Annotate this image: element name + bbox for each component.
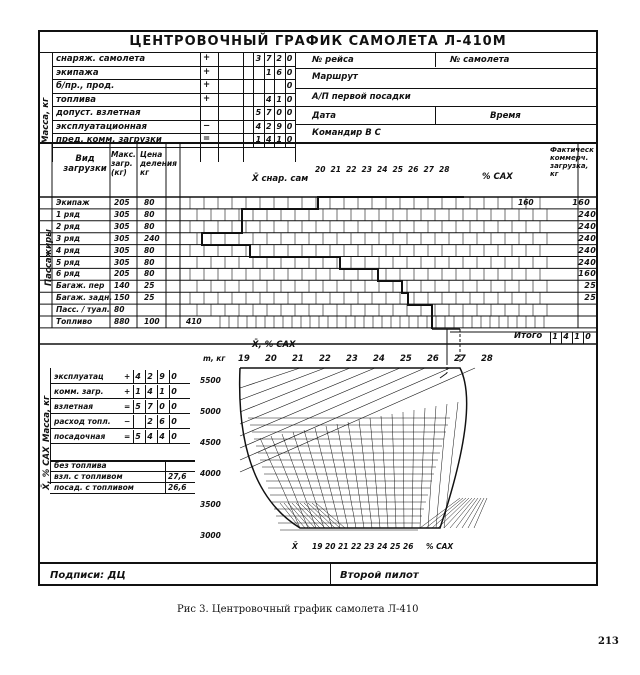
mass-scale-label: 3500 (200, 500, 221, 509)
mass-digit: 2 (276, 54, 282, 63)
form-title: ЦЕНТРОВОЧНЫЙ ГРАФИК САМОЛЕТА Л-410М (129, 34, 507, 49)
mass-digit: 0 (286, 94, 293, 104)
division-price-value: 80 (144, 198, 155, 207)
envelope-mesh-line (337, 424, 356, 528)
max-load-header: Макс. загр. (кг) (111, 150, 136, 177)
mass-row-label: топлива (56, 94, 96, 105)
bottom-unit: % САХ (426, 542, 454, 551)
division-price-value: 80 (144, 269, 155, 279)
mass-digit: 4 (266, 135, 272, 144)
mass-digit: 6 (276, 67, 282, 77)
mass-unit: m, кг (203, 354, 226, 363)
marked-value: 410 (186, 317, 202, 326)
envelope-mesh-line (412, 410, 414, 528)
mass-row-sign: + (203, 66, 211, 77)
cg-tick-label: 23 (361, 165, 372, 174)
mass-row-label: экипажа (56, 67, 99, 78)
top-scale-label: 20 (265, 354, 277, 364)
summary-digit: 5 (135, 402, 141, 411)
mass-row-label: эксплуатационная (56, 121, 147, 132)
aircraft-number-label: № самолета (450, 55, 510, 65)
arrow (440, 373, 447, 378)
max-load-value: 305 (114, 209, 130, 219)
cg-axis-label: X̄ снар. сам (252, 174, 309, 184)
summary-digit: 4 (147, 387, 153, 396)
mass-row-label: допуст. взлетная (56, 108, 141, 118)
mass-digit: 0 (286, 54, 293, 63)
flight-number-label: № рейса (312, 55, 354, 65)
mass-digit: 0 (286, 135, 293, 144)
cg-row-value: 26,6 (168, 483, 187, 492)
division-price-value: 25 (144, 281, 155, 291)
divider (50, 398, 190, 399)
hatch-line (288, 503, 310, 528)
summary-digit: 2 (147, 372, 153, 381)
bottom-scale-label: 26 (403, 542, 414, 551)
total-label: Итого (514, 331, 543, 341)
cg-row-label: без топлива (54, 461, 107, 470)
summary-digit: 5 (135, 432, 141, 441)
envelope-mesh-line (370, 418, 380, 528)
divider (133, 415, 134, 428)
load-type-label: 2 ряд (56, 221, 81, 231)
division-price-value: 100 (144, 317, 160, 326)
mass-row-label: снаряж. самолета (56, 54, 146, 64)
max-load-value: 305 (114, 221, 130, 231)
actual-load-digit: 4 (584, 257, 590, 267)
envelope-fan-line (240, 368, 475, 472)
mass-row-sign: − (203, 120, 211, 131)
total-digit: 0 (585, 332, 591, 341)
actual-load-digit: 2 (578, 209, 584, 219)
summary-row-label: посадочная (54, 432, 106, 441)
summary-digit: 4 (135, 372, 141, 381)
summary-digit: 0 (171, 387, 177, 396)
cg-row-label: взл. с топливом (54, 472, 123, 481)
max-load-value: 205 (114, 198, 130, 207)
time-label: Время (490, 111, 521, 121)
summary-digit: 0 (171, 432, 177, 441)
actual-load-digit: 0 (590, 221, 596, 231)
actual-load-digit: 6 (584, 269, 590, 279)
summary-row-sign: = (124, 432, 131, 441)
load-type-label: Багаж. пер (56, 281, 105, 291)
actual-load-digit: 0 (590, 269, 596, 279)
load-type-label: 3 ряд (56, 233, 81, 243)
load-type-label: 5 ряд (56, 257, 81, 267)
actual-load-digit: 1 (572, 198, 578, 207)
envelope-mesh-line (348, 422, 364, 528)
actual-load-digit: 4 (584, 209, 590, 219)
top-scale-label: 27 (454, 354, 466, 364)
summary-row-sign: = (124, 402, 131, 411)
landing-point-label: А/П первой посадки (312, 92, 411, 102)
top-scale-label: 21 (292, 354, 304, 364)
marked-value: 160 (518, 198, 534, 207)
actual-load-digit: 0 (590, 257, 596, 267)
hatch-line (316, 503, 345, 528)
mass-digit: 4 (266, 94, 272, 104)
actual-load-digit: 2 (578, 221, 584, 231)
mass-digit: 1 (255, 135, 262, 144)
divider (50, 493, 195, 494)
envelope-top-label: X̄, % САХ (252, 340, 296, 350)
cg-tick-label: 25 (392, 165, 403, 174)
summary-cg-label: X̄, % САХ (42, 446, 52, 490)
mass-digit: 5 (255, 108, 262, 117)
cg-tick-label: 27 (423, 165, 434, 174)
division-price-value: 80 (144, 257, 155, 267)
actual-load-digit: 0 (584, 198, 590, 207)
load-type-label: Пасс. / туал. (56, 305, 110, 315)
bottom-scale-label: 21 (338, 542, 349, 551)
mass-scale-label: 4500 (200, 438, 221, 447)
actual-load-digit: 2 (584, 293, 590, 303)
mass-scale-label: 5000 (200, 407, 221, 416)
mass-digit: 9 (276, 121, 282, 131)
summary-digit: 4 (147, 432, 153, 441)
mass-digit: 1 (276, 94, 282, 104)
max-load-value: 880 (114, 317, 130, 326)
signature-label: Подписи: ДЦ (50, 570, 126, 581)
mass-side-label: Масса, кг (41, 97, 51, 144)
mass-digit: 1 (276, 135, 282, 144)
mass-digit: 0 (286, 121, 293, 131)
date-label: Дата (312, 111, 336, 121)
summary-row-sign: − (124, 417, 131, 426)
envelope-fan-line (240, 368, 375, 424)
envelope-fan-line (240, 368, 400, 436)
envelope-mesh-line (326, 426, 348, 528)
actual-load-digit: 2 (578, 245, 584, 255)
actual-load-digit: 1 (578, 269, 584, 279)
divider (50, 383, 190, 384)
summary-digit: 1 (135, 387, 141, 396)
envelope-outline (240, 368, 467, 528)
cg-tick-label: 26 (408, 165, 419, 174)
mass-scale-label: 4000 (200, 469, 221, 478)
mass-digit: 0 (286, 81, 293, 90)
envelope-mesh-line (381, 416, 388, 528)
route-label: Маршрут (312, 72, 358, 82)
envelope-mesh-line (444, 402, 458, 528)
actual-load-digit: 6 (578, 198, 584, 207)
summary-digit: 9 (159, 372, 165, 381)
actual-load-digit: 5 (590, 293, 596, 303)
division-price-value: 80 (144, 245, 155, 255)
max-load-value: 140 (114, 281, 130, 291)
bottom-scale-label: 23 (364, 542, 375, 551)
summary-row-label: расход топл. (54, 417, 111, 426)
actual-load-digit: 4 (584, 233, 590, 243)
cg-tick-label: 21 (330, 165, 341, 174)
top-scale-label: 23 (346, 354, 358, 364)
load-type-label: Экипаж (56, 198, 90, 207)
bottom-x-label: X̄ (292, 542, 298, 551)
load-type-label: Топливо (56, 317, 93, 326)
cg-tick-label: 28 (439, 165, 450, 174)
max-load-value: 305 (114, 257, 130, 267)
cg-tick-label: 24 (377, 165, 388, 174)
cg-row-value: 27,6 (168, 472, 187, 481)
mass-row-sign: + (203, 93, 211, 104)
mass-row-label: б/пр., прод. (56, 81, 115, 91)
summary-row-sign: + (124, 387, 131, 396)
bottom-scale-label: 24 (377, 542, 388, 551)
total-digit: 1 (574, 332, 580, 341)
actual-load-digit: 5 (590, 281, 596, 291)
mass-digit: 7 (266, 108, 272, 117)
actual-load-digit: 0 (590, 233, 596, 243)
envelope-mesh-line (420, 408, 425, 528)
load-type-label: 1 ряд (56, 209, 81, 219)
divider (165, 482, 166, 493)
bottom-scale-label: 20 (325, 542, 336, 551)
divider (165, 460, 166, 471)
cg-envelope-chart (180, 332, 500, 562)
max-load-value: 205 (114, 269, 130, 279)
summary-digit: 7 (147, 402, 153, 411)
mass-row-sign: = (203, 134, 211, 144)
actual-load-digit: 2 (578, 257, 584, 267)
envelope-fan-line (240, 368, 350, 412)
max-load-value: 305 (114, 233, 130, 243)
mass-digit: 0 (286, 67, 293, 77)
load-type-label: 6 ряд (56, 269, 81, 279)
mass-digit: 1 (266, 67, 272, 77)
mass-digit: 3 (255, 54, 262, 63)
bottom-scale-label: 25 (390, 542, 401, 551)
mass-digit: 0 (286, 108, 293, 117)
mass-digit: 2 (266, 121, 272, 131)
max-load-value: 305 (114, 245, 130, 255)
divider (50, 368, 51, 484)
passengers-group-label: Пассажиры (44, 229, 54, 286)
division-price-value: 80 (144, 221, 155, 231)
top-scale-label: 25 (400, 354, 412, 364)
summary-row-label: эксплуатац (54, 372, 104, 381)
summary-digit: 0 (171, 372, 177, 381)
envelope-mesh-line (392, 414, 396, 528)
mass-row-sign: + (203, 80, 211, 90)
actual-load-digit: 0 (590, 209, 596, 219)
actual-load-digit: 2 (584, 281, 590, 291)
centering-path (202, 197, 464, 329)
summary-digit: 4 (159, 432, 165, 441)
summary-digit: 2 (147, 417, 153, 426)
division-price-header: Цена деления кг (140, 150, 177, 177)
mass-scale-label: 3000 (200, 531, 221, 540)
summary-digit: 0 (171, 402, 177, 411)
division-price-value: 25 (144, 293, 155, 303)
cg-unit: % САХ (482, 172, 513, 182)
total-digit: 4 (563, 332, 569, 341)
load-type-label: Багаж. задн. (56, 293, 113, 303)
bottom-scale-label: 19 (312, 542, 323, 551)
mass-digit: 4 (255, 121, 262, 131)
divider (40, 562, 596, 564)
top-scale-label: 26 (427, 354, 439, 364)
mass-row-sign: + (203, 53, 211, 63)
copilot-label: Второй пилот (340, 570, 419, 581)
mass-row-label: пред. комм. загрузки (56, 135, 162, 145)
actual-load-digit: 2 (578, 233, 584, 243)
divider (50, 428, 190, 429)
top-scale-label: 28 (481, 354, 493, 364)
commander-label: Командир В С (312, 128, 381, 138)
summary-mass-label: Масса, кг (42, 395, 52, 442)
divider (50, 443, 190, 444)
figure-caption: Рис 3. Центровочный график самолета Л-410 (177, 604, 419, 615)
envelope-fan-line (240, 368, 425, 448)
actual-load-digit: 4 (584, 245, 590, 255)
divider (50, 413, 190, 414)
mass-digit: 7 (266, 54, 272, 63)
cg-tick-label: 22 (346, 165, 357, 174)
summary-row-label: взлетная (54, 402, 94, 411)
envelope-mesh-line (403, 412, 404, 528)
summary-digit: 1 (159, 387, 165, 396)
total-digit: 1 (552, 332, 558, 341)
summary-digit: 0 (159, 402, 165, 411)
divider (165, 471, 166, 482)
actual-load-digit: 0 (590, 245, 596, 255)
load-type-label: 4 ряд (56, 245, 81, 255)
top-scale-label: 19 (238, 354, 250, 364)
envelope-mesh-line (260, 438, 300, 528)
summary-digit: 0 (171, 417, 177, 426)
division-price-value: 80 (144, 209, 155, 219)
cg-row-label: посад. с топливом (54, 483, 134, 492)
envelope-fan-line (240, 368, 300, 388)
max-load-value: 80 (114, 305, 125, 315)
max-load-value: 150 (114, 293, 130, 303)
summary-row-label: комм. загр. (54, 387, 104, 396)
load-type-header: Вид загрузки (63, 154, 107, 174)
summary-digit: 6 (159, 417, 165, 426)
hatch-line (456, 498, 478, 528)
top-scale-label: 22 (319, 354, 331, 364)
actual-load-digit: 4 (584, 221, 590, 231)
division-price-value: 240 (144, 233, 160, 243)
centering-chart-form (38, 30, 598, 586)
top-scale-label: 24 (373, 354, 385, 364)
bottom-scale-label: 22 (351, 542, 362, 551)
mass-scale-label: 5500 (200, 376, 221, 385)
actual-load-header: Фактическ коммерч. загрузка, кг (550, 146, 594, 178)
page-number: 213 (598, 636, 619, 647)
cg-tick-label: 20 (315, 165, 326, 174)
summary-row-sign: + (124, 372, 131, 381)
divider (330, 562, 331, 584)
mass-digit: 0 (276, 108, 282, 117)
